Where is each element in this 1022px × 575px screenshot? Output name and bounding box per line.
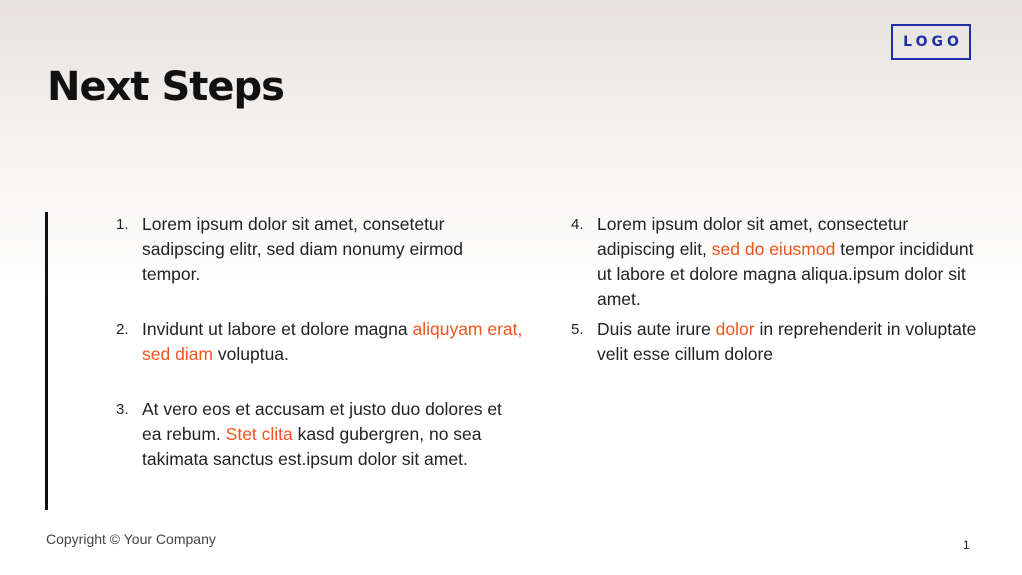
- step-text-highlight: aliquyam erat, sed diam: [142, 319, 523, 364]
- step-item: [571, 317, 981, 367]
- step-text-segment: tempor incididunt ut labore et dolore magna aliqua.ipsum dolor sit amet.: [597, 239, 974, 309]
- step-text-segment: Lorem ipsum dolor sit amet, consectetur adipiscing elit,: [597, 214, 909, 259]
- footer-copyright: Copyright © Your Company: [46, 531, 216, 547]
- vertical-accent-rule: [45, 212, 48, 510]
- step-text-segment: Lorem ipsum dolor sit amet, consetetur sadipscing elitr, sed diam nonumy eirmod tempor.: [142, 214, 463, 284]
- step-text: [142, 319, 522, 364]
- step-text: [597, 214, 974, 309]
- step-number: 5.: [571, 321, 584, 338]
- step-text-segment: Duis aute irure: [597, 319, 716, 339]
- step-text-highlight: dolor: [715, 319, 755, 339]
- step-text-segment: At vero eos et accusam et justo duo dolores et ea rebum.: [142, 399, 502, 444]
- slide-title: Next Steps: [47, 64, 284, 110]
- step-item: [116, 317, 526, 367]
- step-number: 4.: [571, 216, 584, 233]
- step-text-segment: Invidunt ut labore et dolore magna: [142, 319, 413, 339]
- company-logo: [891, 24, 971, 60]
- step-text-segment: in reprehenderit in voluptate velit esse cillum dolore: [597, 319, 977, 364]
- step-text: [142, 399, 502, 469]
- step-item: [116, 212, 526, 287]
- step-text: [142, 214, 463, 284]
- step-number: 2.: [116, 321, 129, 338]
- logo-text: LOGO: [903, 34, 963, 50]
- step-item: [116, 397, 526, 472]
- step-text: [597, 319, 976, 364]
- step-text-segment: voluptua.: [213, 344, 289, 364]
- step-text-highlight: sed do eiusmod: [711, 239, 836, 259]
- steps-list-right: [571, 212, 981, 367]
- step-item: [571, 212, 981, 312]
- page-number: 1: [963, 538, 970, 552]
- step-text-highlight: Stet clita: [225, 424, 293, 444]
- step-text-segment: kasd gubergren, no sea takimata sanctus est.ipsum dolor sit amet.: [142, 424, 482, 469]
- step-number: 1.: [116, 216, 129, 233]
- steps-list-left: [116, 212, 526, 472]
- step-number: 3.: [116, 401, 129, 418]
